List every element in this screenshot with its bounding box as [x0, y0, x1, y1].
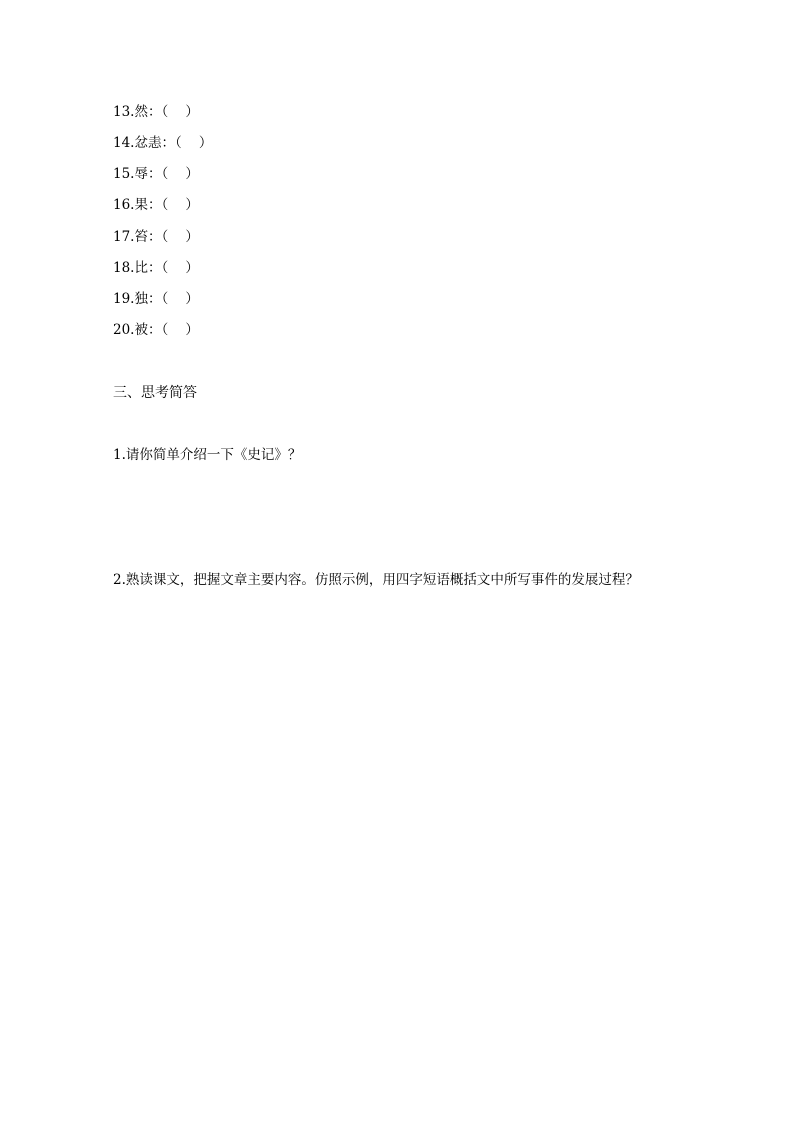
vocab-item-14: 14.忿恚：（ ）	[113, 135, 213, 151]
section-title: 三、思考简答	[113, 385, 197, 401]
vocab-item-13: 13.然：（ ）	[113, 104, 199, 120]
question-2: 2.熟读课文，把握文章主要内容。仿照示例，用四字短语概括文中所写事件的发展过程？	[113, 572, 639, 588]
vocab-item-19: 19.独：（ ）	[113, 291, 199, 307]
vocab-item-16: 16.果：（ ）	[113, 197, 199, 213]
vocab-item-17: 17.笞：（ ）	[113, 229, 199, 245]
question-1: 1.请你简单介绍一下《史记》？	[113, 447, 302, 463]
vocab-item-20: 20.被：（ ）	[113, 322, 199, 338]
vocab-item-18: 18.比：（ ）	[113, 260, 199, 276]
vocab-item-15: 15.辱：（ ）	[113, 166, 199, 182]
